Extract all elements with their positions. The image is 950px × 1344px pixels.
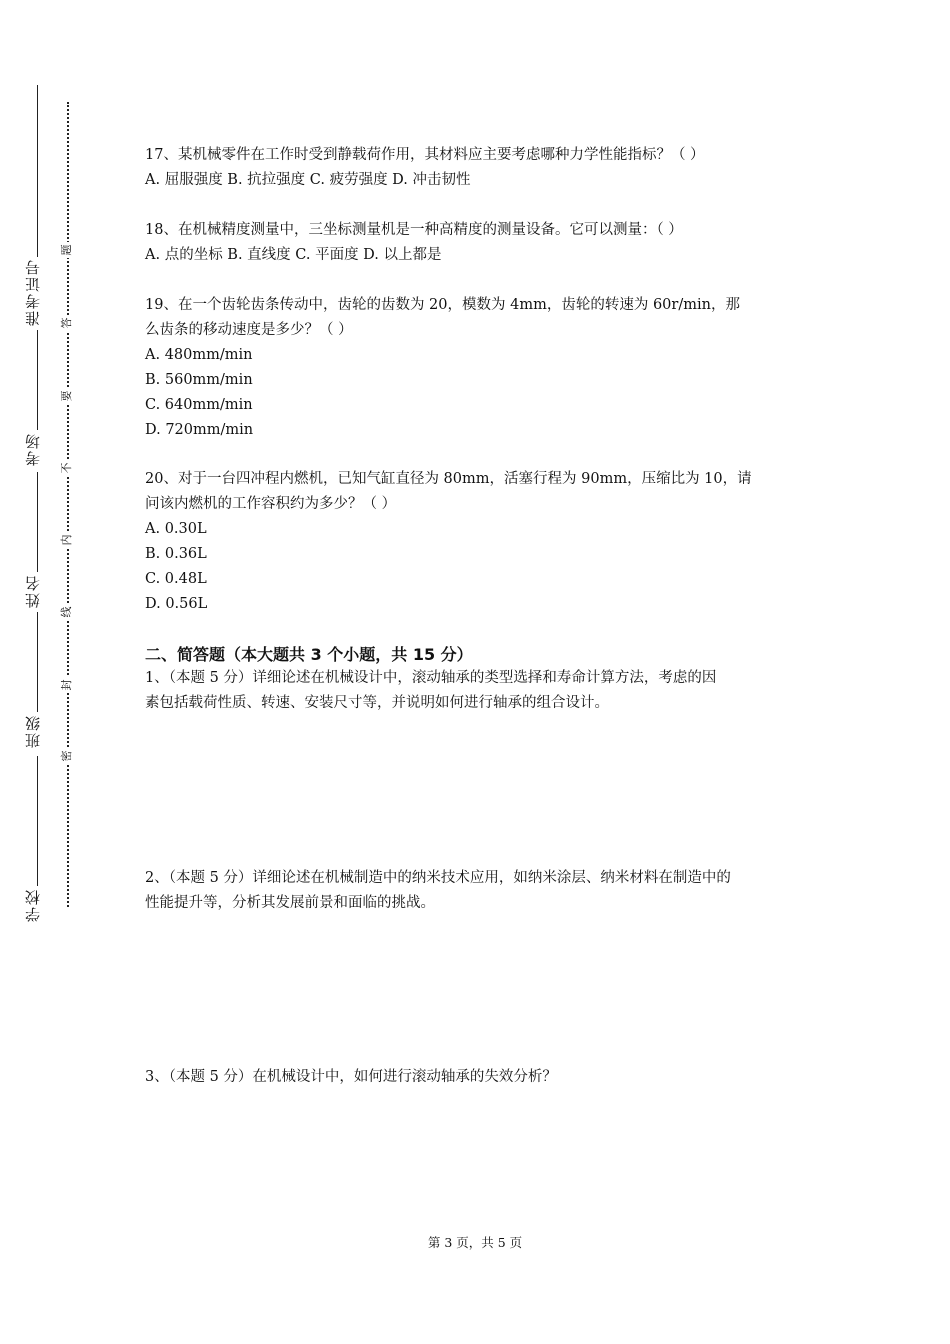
class-label: 班级 (24, 714, 42, 748)
page-footer: 第 3 页，共 5 页 (427, 1235, 523, 1250)
seal-char: 题 (59, 242, 75, 258)
option-b: B. 0.36L (145, 546, 207, 562)
short-answer-1 (145, 666, 810, 716)
short-answer-2 (145, 866, 810, 916)
class-line (37, 612, 38, 712)
name-label: 姓名 (24, 574, 42, 608)
school-line (37, 756, 38, 886)
question-18 (145, 218, 810, 268)
question-stem-line: 19、在一个齿轮齿条传动中，齿轮的齿数为 20，模数为 4mm，齿轮的转速为 60r/min，那 (145, 297, 740, 313)
short-answer-line: 2、（本题 5 分）详细论述在机械制造中的纳米技术应用，如纳米涂层、纳米材料在制造中的 (145, 870, 731, 886)
question-19 (145, 293, 810, 443)
binding-margin (0, 0, 90, 1344)
option-d: D. 720mm/min (145, 422, 254, 438)
option-d: D. 0.56L (145, 596, 208, 612)
short-answer-line: 1、（本题 5 分）详细论述在机械设计中，滚动轴承的类型选择和寿命计算方法，考虑的因 (145, 670, 717, 686)
section-2-title: 二、简答题（本大题共 3 个小题，共 15 分） (145, 645, 473, 664)
question-stem-line: 问该内燃机的工作容积约为多少？（ ） (145, 496, 397, 512)
seal-char: 内 (59, 532, 75, 548)
seal-dotted-line (67, 102, 69, 907)
question-options: A. 点的坐标 B. 直线度 C. 平面度 D. 以上都是 (145, 247, 442, 263)
seal-char: 答 (59, 315, 75, 331)
seal-char: 不 (59, 460, 75, 476)
question-stem: 17、某机械零件在工作时受到静载荷作用，其材料应主要考虑哪种力学性能指标？（ ） (145, 147, 705, 163)
short-answer-3 (145, 1065, 810, 1090)
seal-char: 要 (59, 388, 75, 404)
exam-room-line (37, 330, 38, 430)
option-a: A. 480mm/min (145, 347, 253, 363)
question-stem-line: 20、对于一台四冲程内燃机，已知气缸直径为 80mm，活塞行程为 90mm，压缩比为 10，请 (145, 471, 752, 487)
option-a: A. 0.30L (145, 521, 207, 537)
seal-char: 线 (59, 604, 75, 620)
school-label: 学校 (24, 888, 42, 922)
name-line (37, 472, 38, 572)
short-answer-line: 3、（本题 5 分）在机械设计中，如何进行滚动轴承的失效分析？ (145, 1069, 557, 1085)
exam-room-label: 考场 (24, 432, 42, 466)
seal-char: 封 (59, 677, 75, 693)
question-17 (145, 143, 810, 193)
option-b: B. 560mm/min (145, 372, 253, 388)
option-c: C. 0.48L (145, 571, 207, 587)
question-stem: 18、在机械精度测量中，三坐标测量机是一种高精度的测量设备。它可以测量：（ ） (145, 222, 683, 238)
question-stem-line: 么齿条的移动速度是多少？（ ） (145, 322, 353, 338)
exam-id-label: 准考证号 (24, 258, 42, 326)
exam-id-line (37, 85, 38, 257)
question-options: A. 屈服强度 B. 抗拉强度 C. 疲劳强度 D. 冲击韧性 (145, 172, 471, 188)
question-20 (145, 467, 810, 617)
seal-char: 密 (59, 748, 75, 764)
short-answer-line: 素包括载荷性质、转速、安装尺寸等，并说明如何进行轴承的组合设计。 (145, 695, 609, 711)
option-c: C. 640mm/min (145, 397, 253, 413)
short-answer-line: 性能提升等，分析其发展前景和面临的挑战。 (145, 895, 435, 911)
